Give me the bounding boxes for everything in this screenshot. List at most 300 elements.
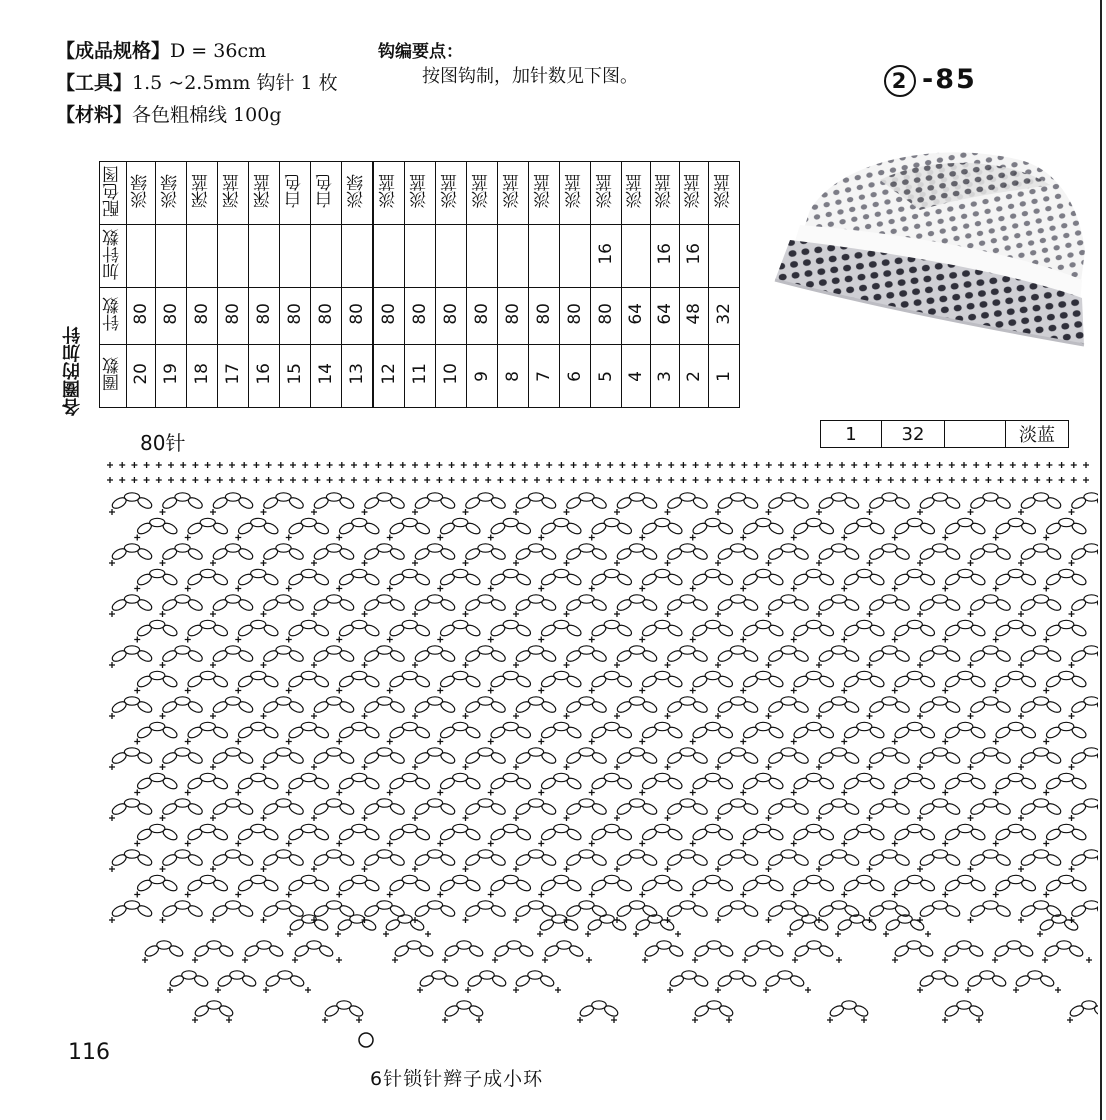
single-crochet-symbol (436, 462, 442, 468)
table-cell-round-text: 5 (595, 370, 616, 382)
table-cell-round (311, 345, 342, 408)
chain-arch (262, 901, 305, 919)
single-crochet-symbol (835, 931, 841, 937)
chain-arch (919, 799, 962, 817)
chain-stitch-symbol (693, 974, 710, 988)
chain-stitch-symbol (464, 802, 481, 817)
spec-material-value: 各色粗棉线 100g (132, 104, 282, 126)
chain-stitch-symbol (1020, 521, 1037, 536)
chain-stitch-symbol (414, 700, 431, 715)
chain-arch (1038, 915, 1079, 932)
single-crochet-symbol (611, 1017, 617, 1023)
chain-stitch-symbol (742, 547, 759, 562)
chain-stitch-symbol (388, 725, 405, 740)
single-crochet-symbol (1018, 611, 1024, 617)
chain-stitch-symbol (490, 547, 507, 562)
chain-stitch-symbol (843, 547, 860, 562)
single-crochet-symbol (311, 611, 317, 617)
chain-stitch-symbol (287, 827, 304, 842)
chain-stitch-symbol (464, 521, 481, 536)
chain-arch (969, 493, 1012, 511)
single-crochet-symbol (912, 477, 918, 483)
page-number: 116 (68, 1040, 110, 1065)
table-cell-round-text: 15 (284, 363, 305, 385)
chain-stitch-symbol (338, 496, 355, 511)
single-crochet-symbol (383, 931, 389, 937)
single-crochet-symbol (437, 739, 443, 745)
single-crochet-symbol (327, 477, 333, 483)
chain-stitch-symbol (1096, 751, 1098, 766)
single-crochet-symbol (715, 987, 721, 993)
single-crochet-symbol (729, 462, 735, 468)
chain-arch (287, 671, 330, 689)
table-cell-stitches-text: 80 (315, 303, 336, 325)
chain-arch (186, 569, 229, 587)
chain-arch (363, 544, 406, 562)
chain-stitch-symbol (1020, 674, 1037, 689)
table-cell-stitches-text: 80 (409, 303, 430, 325)
chain-stitch-symbol (843, 853, 860, 868)
single-crochet-symbol (476, 1017, 482, 1023)
chain-arch (515, 748, 558, 766)
single-crochet-symbol (463, 611, 469, 617)
single-crochet-symbol (766, 611, 772, 617)
single-crochet-symbol (311, 866, 317, 872)
table-cell-stitches (709, 288, 740, 345)
single-crochet-symbol (160, 917, 166, 923)
chain-stitch-symbol (717, 776, 734, 791)
single-crochet-symbol (665, 764, 671, 770)
chain-arch (186, 671, 229, 689)
chain-arch (994, 518, 1037, 536)
chain-stitch-symbol (1020, 547, 1037, 562)
chain-stitch-symbol (818, 496, 835, 511)
single-crochet-symbol (729, 477, 735, 483)
chain-stitch-symbol (514, 974, 531, 988)
chain-stitch-symbol (894, 904, 911, 919)
chain-stitch-symbol (439, 751, 456, 766)
chain-stitch-symbol (716, 974, 733, 988)
chain-arch (111, 595, 154, 613)
chain-stitch-symbol (818, 751, 835, 766)
chain-arch (161, 748, 204, 766)
single-crochet-symbol (134, 535, 140, 541)
single-crochet-symbol (1086, 957, 1092, 963)
chain-stitch-symbol (1096, 853, 1098, 868)
chain-stitch-symbol (1070, 725, 1087, 740)
chain-arch (313, 850, 356, 868)
chain-stitch-symbol (767, 700, 784, 715)
chain-stitch-symbol (136, 700, 153, 715)
chain-stitch-symbol (414, 853, 431, 868)
chain-stitch-symbol (262, 725, 279, 740)
chain-stitch-symbol (363, 674, 380, 689)
chain-stitch-symbol (136, 598, 153, 613)
chain-stitch-symbol (389, 802, 406, 817)
table-cell-color (280, 162, 311, 225)
chain-stitch-symbol (1070, 827, 1087, 842)
single-crochet-symbol (892, 535, 898, 541)
chain-arch (893, 773, 936, 791)
single-crochet-symbol (363, 462, 369, 468)
single-crochet-symbol (160, 815, 166, 821)
row-color (100, 162, 740, 225)
single-crochet-symbol (311, 560, 317, 566)
single-crochet-symbol (841, 637, 847, 643)
single-crochet-symbol (387, 739, 393, 745)
chain-stitch-symbol (919, 572, 936, 587)
chain-stitch-symbol (969, 623, 986, 638)
chain-stitch-symbol (868, 598, 885, 613)
table-cell-increase (187, 225, 218, 288)
chain-arch (792, 620, 835, 638)
chain-stitch-symbol (893, 944, 910, 958)
single-crochet-symbol (261, 815, 267, 821)
single-crochet-symbol (160, 866, 166, 872)
single-crochet-symbol (488, 892, 494, 898)
chain-stitch-symbol (212, 572, 229, 587)
single-crochet-symbol (668, 477, 674, 483)
single-crochet-symbol (1018, 764, 1024, 770)
chain-arch (691, 569, 734, 587)
chain-stitch-symbol (893, 521, 910, 536)
chain-stitch-symbol (893, 827, 910, 842)
chain-stitch-symbol (186, 878, 203, 893)
chain-arch (994, 569, 1037, 587)
single-crochet-symbol (791, 892, 797, 898)
single-crochet-symbol (302, 477, 308, 483)
chain-stitch-symbol (186, 521, 203, 536)
chain-stitch-symbol (363, 751, 380, 766)
chain-stitch-symbol (591, 700, 608, 715)
chain-arch (414, 799, 457, 817)
chain-stitch-symbol (186, 623, 203, 638)
single-crochet-symbol (362, 713, 368, 719)
single-crochet-symbol (740, 739, 746, 745)
chain-arch (691, 824, 734, 842)
table-cell-color (709, 162, 740, 225)
chain-stitch-symbol (439, 904, 456, 919)
single-crochet-symbol (488, 739, 494, 745)
chain-stitch-symbol (586, 918, 603, 932)
chain-stitch-symbol (995, 598, 1012, 613)
single-crochet-symbol (412, 815, 418, 821)
chain-stitch-symbol (1084, 799, 1098, 807)
chain-stitch-symbol (237, 904, 254, 919)
chain-stitch-symbol (212, 802, 229, 817)
chain-arch (793, 941, 834, 958)
chain-stitch-symbol (414, 598, 431, 613)
single-crochet-symbol (463, 713, 469, 719)
chain-stitch-symbol (969, 598, 986, 613)
chain-arch (288, 915, 329, 932)
chain-stitch-symbol (1020, 725, 1037, 740)
single-crochet-symbol (639, 586, 645, 592)
chain-stitch-symbol (868, 674, 885, 689)
chain-arch (464, 646, 507, 664)
chain-stitch-symbol (616, 904, 633, 919)
chain-stitch-symbol (868, 904, 885, 919)
chain-arch (515, 595, 558, 613)
single-crochet-symbol (463, 815, 469, 821)
single-crochet-symbol (583, 462, 589, 468)
chain-stitch-symbol (218, 1004, 235, 1018)
chain-stitch-symbol (666, 751, 683, 766)
chain-stitch-symbol (919, 802, 936, 817)
chain-stitch-symbol (288, 496, 305, 511)
single-crochet-symbol (1069, 764, 1075, 770)
single-crochet-symbol (266, 462, 272, 468)
single-crochet-symbol (892, 739, 898, 745)
single-crochet-symbol (1034, 477, 1040, 483)
chain-arch (161, 595, 204, 613)
single-crochet-symbol (968, 815, 974, 821)
table-cell-color-text: 淡蓝 (502, 174, 523, 208)
single-crochet-symbol (109, 764, 115, 770)
chain-stitch-symbol (414, 827, 431, 842)
single-crochet-symbol (351, 462, 357, 468)
chain-stitch-symbol (995, 496, 1012, 511)
table-cell-stitches-text: 80 (378, 303, 399, 325)
single-crochet-symbol (1059, 477, 1065, 483)
chain-stitch-symbol (389, 649, 406, 664)
chain-arch (1020, 799, 1063, 817)
chain-arch (767, 544, 810, 562)
chain-arch (868, 646, 911, 664)
chain-stitch-symbol (414, 496, 431, 511)
chain-stitch-symbol (540, 776, 557, 791)
chain-stitch-symbol (692, 853, 709, 868)
chain-stitch-symbol (439, 521, 456, 536)
chain-stitch-symbol (237, 572, 254, 587)
single-crochet-symbol (791, 790, 797, 796)
chain-stitch-symbol (692, 700, 709, 715)
table-cell-stitches (187, 288, 218, 345)
chain-arch (944, 773, 987, 791)
single-crochet-symbol (589, 841, 595, 847)
table-cell-round-text: 19 (160, 363, 181, 385)
chain-stitch-symbol (338, 649, 355, 664)
single-crochet-symbol (412, 662, 418, 668)
chain-arch (666, 799, 709, 817)
chain-stitch-symbol (666, 521, 683, 536)
chain-stitch-symbol (767, 547, 784, 562)
single-crochet-symbol (614, 662, 620, 668)
table-header-round-label: 圈数 (102, 357, 123, 391)
chain-stitch-symbol (1084, 748, 1098, 756)
single-crochet-symbol (863, 477, 869, 483)
chain-arch (893, 824, 936, 842)
notes-body: 按图钩制，加针数见下图。 (422, 66, 638, 87)
chain-stitch-symbol (388, 776, 405, 791)
chain-stitch-symbol (1070, 572, 1087, 587)
single-crochet-symbol (160, 611, 166, 617)
chain-stitch-symbol (969, 547, 986, 562)
single-crochet-symbol (925, 931, 931, 937)
chain-stitch-symbol (439, 725, 456, 740)
chain-arch (792, 875, 835, 893)
chain-stitch-symbol (691, 725, 708, 740)
chain-arch (1045, 620, 1088, 638)
single-crochet-symbol (144, 462, 150, 468)
single-crochet-symbol (961, 462, 967, 468)
chain-stitch-symbol (853, 1004, 870, 1018)
chain-stitch-symbol (717, 521, 734, 536)
single-crochet-symbol (841, 535, 847, 541)
single-crochet-symbol (680, 462, 686, 468)
single-crochet-symbol (644, 477, 650, 483)
chain-stitch-symbol (389, 547, 406, 562)
single-crochet-symbol (754, 477, 760, 483)
single-crochet-symbol (766, 560, 772, 566)
chain-stitch-symbol (969, 572, 986, 587)
single-crochet-symbol (461, 477, 467, 483)
single-crochet-symbol (867, 662, 873, 668)
spec-tool-label: 【工具】 (56, 72, 133, 94)
chain-stitch-symbol (493, 944, 510, 958)
chain-arch (742, 773, 785, 791)
chain-stitch-symbol (262, 878, 279, 893)
chain-stitch-symbol (136, 878, 153, 893)
chain-stitch-symbol (515, 547, 532, 562)
chain-stitch-symbol (313, 878, 330, 893)
chain-arch (464, 544, 507, 562)
single-crochet-symbol (387, 790, 393, 796)
table-cell-round-text: 18 (191, 363, 212, 385)
chain-stitch-symbol (388, 674, 405, 689)
chain-arch (818, 595, 861, 613)
chain-arch (643, 941, 684, 958)
single-crochet-symbol (473, 462, 479, 468)
single-crochet-symbol (109, 509, 115, 515)
chain-arch (538, 915, 579, 932)
chain-arch (641, 518, 684, 536)
chain-arch (969, 850, 1012, 868)
chain-arch (590, 671, 633, 689)
page-edge-line (1100, 0, 1102, 1120)
table-cell-round-text: 9 (471, 370, 492, 382)
chain-arch (969, 901, 1012, 919)
chain-stitch-symbol (590, 776, 607, 791)
table-cell-round-text: 2 (683, 370, 704, 382)
chain-arch (590, 722, 633, 740)
table-cell-color (680, 162, 709, 225)
chain-stitch-symbol (1020, 904, 1037, 919)
single-crochet-symbol (726, 1017, 732, 1023)
chain-stitch-symbol (603, 1004, 620, 1018)
chain-stitch-symbol (818, 623, 835, 638)
chain-arch (565, 646, 608, 664)
chain-stitch-symbol (540, 802, 557, 817)
chain-arch (363, 595, 406, 613)
chain-stitch-symbol (944, 904, 961, 919)
single-crochet-symbol (210, 560, 216, 566)
chain-stitch-symbol (793, 700, 810, 715)
table-cell-stitches (373, 288, 405, 345)
starting-ring-symbol (359, 1033, 373, 1047)
chain-stitch-symbol (363, 649, 380, 664)
chain-stitch-symbol (212, 725, 229, 740)
chain-stitch-symbol (363, 853, 380, 868)
chain-arch (868, 544, 911, 562)
table-cell-stitches (342, 288, 374, 345)
chain-stitch-symbol (616, 649, 633, 664)
single-crochet-symbol (242, 957, 248, 963)
chain-arch (893, 875, 936, 893)
chain-arch (742, 620, 785, 638)
chain-arch (919, 544, 962, 562)
chain-arch (994, 824, 1037, 842)
chain-stitch-symbol (464, 725, 481, 740)
single-crochet-symbol (314, 477, 320, 483)
chain-arch (1045, 773, 1088, 791)
chain-arch (111, 697, 154, 715)
single-crochet-symbol (942, 790, 948, 796)
chain-stitch-symbol (611, 918, 628, 932)
chain-stitch-symbol (348, 1004, 365, 1018)
table-cell-round (127, 345, 156, 408)
chain-arch (969, 799, 1012, 817)
chain-stitch-symbol (641, 547, 658, 562)
single-crochet-symbol (1069, 866, 1075, 872)
chain-stitch-symbol (237, 623, 254, 638)
single-crochet-symbol (985, 477, 991, 483)
chain-stitch-symbol (1045, 700, 1062, 715)
chain-arch (338, 569, 381, 587)
single-crochet-symbol (1069, 662, 1075, 668)
chain-arch (543, 941, 584, 958)
chain-stitch-symbol (591, 598, 608, 613)
chain-stitch-symbol (1020, 572, 1037, 587)
chart-stitch-count: 80针 (140, 431, 186, 455)
single-crochet-symbol (644, 462, 650, 468)
chain-stitch-symbol (1045, 674, 1062, 689)
single-crochet-symbol (160, 713, 166, 719)
chain-arch (414, 595, 457, 613)
chain-arch (439, 620, 482, 638)
chain-stitch-symbol (565, 751, 582, 766)
chain-stitch-symbol (464, 700, 481, 715)
chain-arch (388, 824, 431, 842)
table-cell-color-text: 淡绿 (130, 174, 151, 208)
chain-stitch-symbol (894, 496, 911, 511)
chain-arch (767, 595, 810, 613)
chain-stitch-symbol (515, 751, 532, 766)
chain-stitch-symbol (691, 623, 708, 638)
row-increase (100, 225, 740, 288)
chain-stitch-symbol (161, 827, 178, 842)
chain-stitch-symbol (363, 623, 380, 638)
chain-stitch-symbol (136, 751, 153, 766)
spec-size-label: 【成品规格】 (56, 40, 171, 62)
chain-stitch-symbol (943, 1004, 960, 1018)
chain-stitch-symbol (237, 700, 254, 715)
chain-arch (237, 671, 280, 689)
chain-arch (993, 941, 1034, 958)
single-crochet-symbol (841, 892, 847, 898)
single-crochet-symbol (510, 462, 516, 468)
chain-stitch-symbol (168, 974, 185, 988)
chain-stitch-symbol (793, 598, 810, 613)
chain-arch (578, 1001, 619, 1018)
chain-stitch-symbol (666, 853, 683, 868)
single-crochet-symbol (362, 509, 368, 515)
table-cell-round-text: 10 (440, 363, 461, 385)
chain-stitch-symbol (287, 623, 304, 638)
chain-arch (515, 901, 558, 919)
chain-stitch-symbol (969, 751, 986, 766)
chain-arch (691, 773, 734, 791)
